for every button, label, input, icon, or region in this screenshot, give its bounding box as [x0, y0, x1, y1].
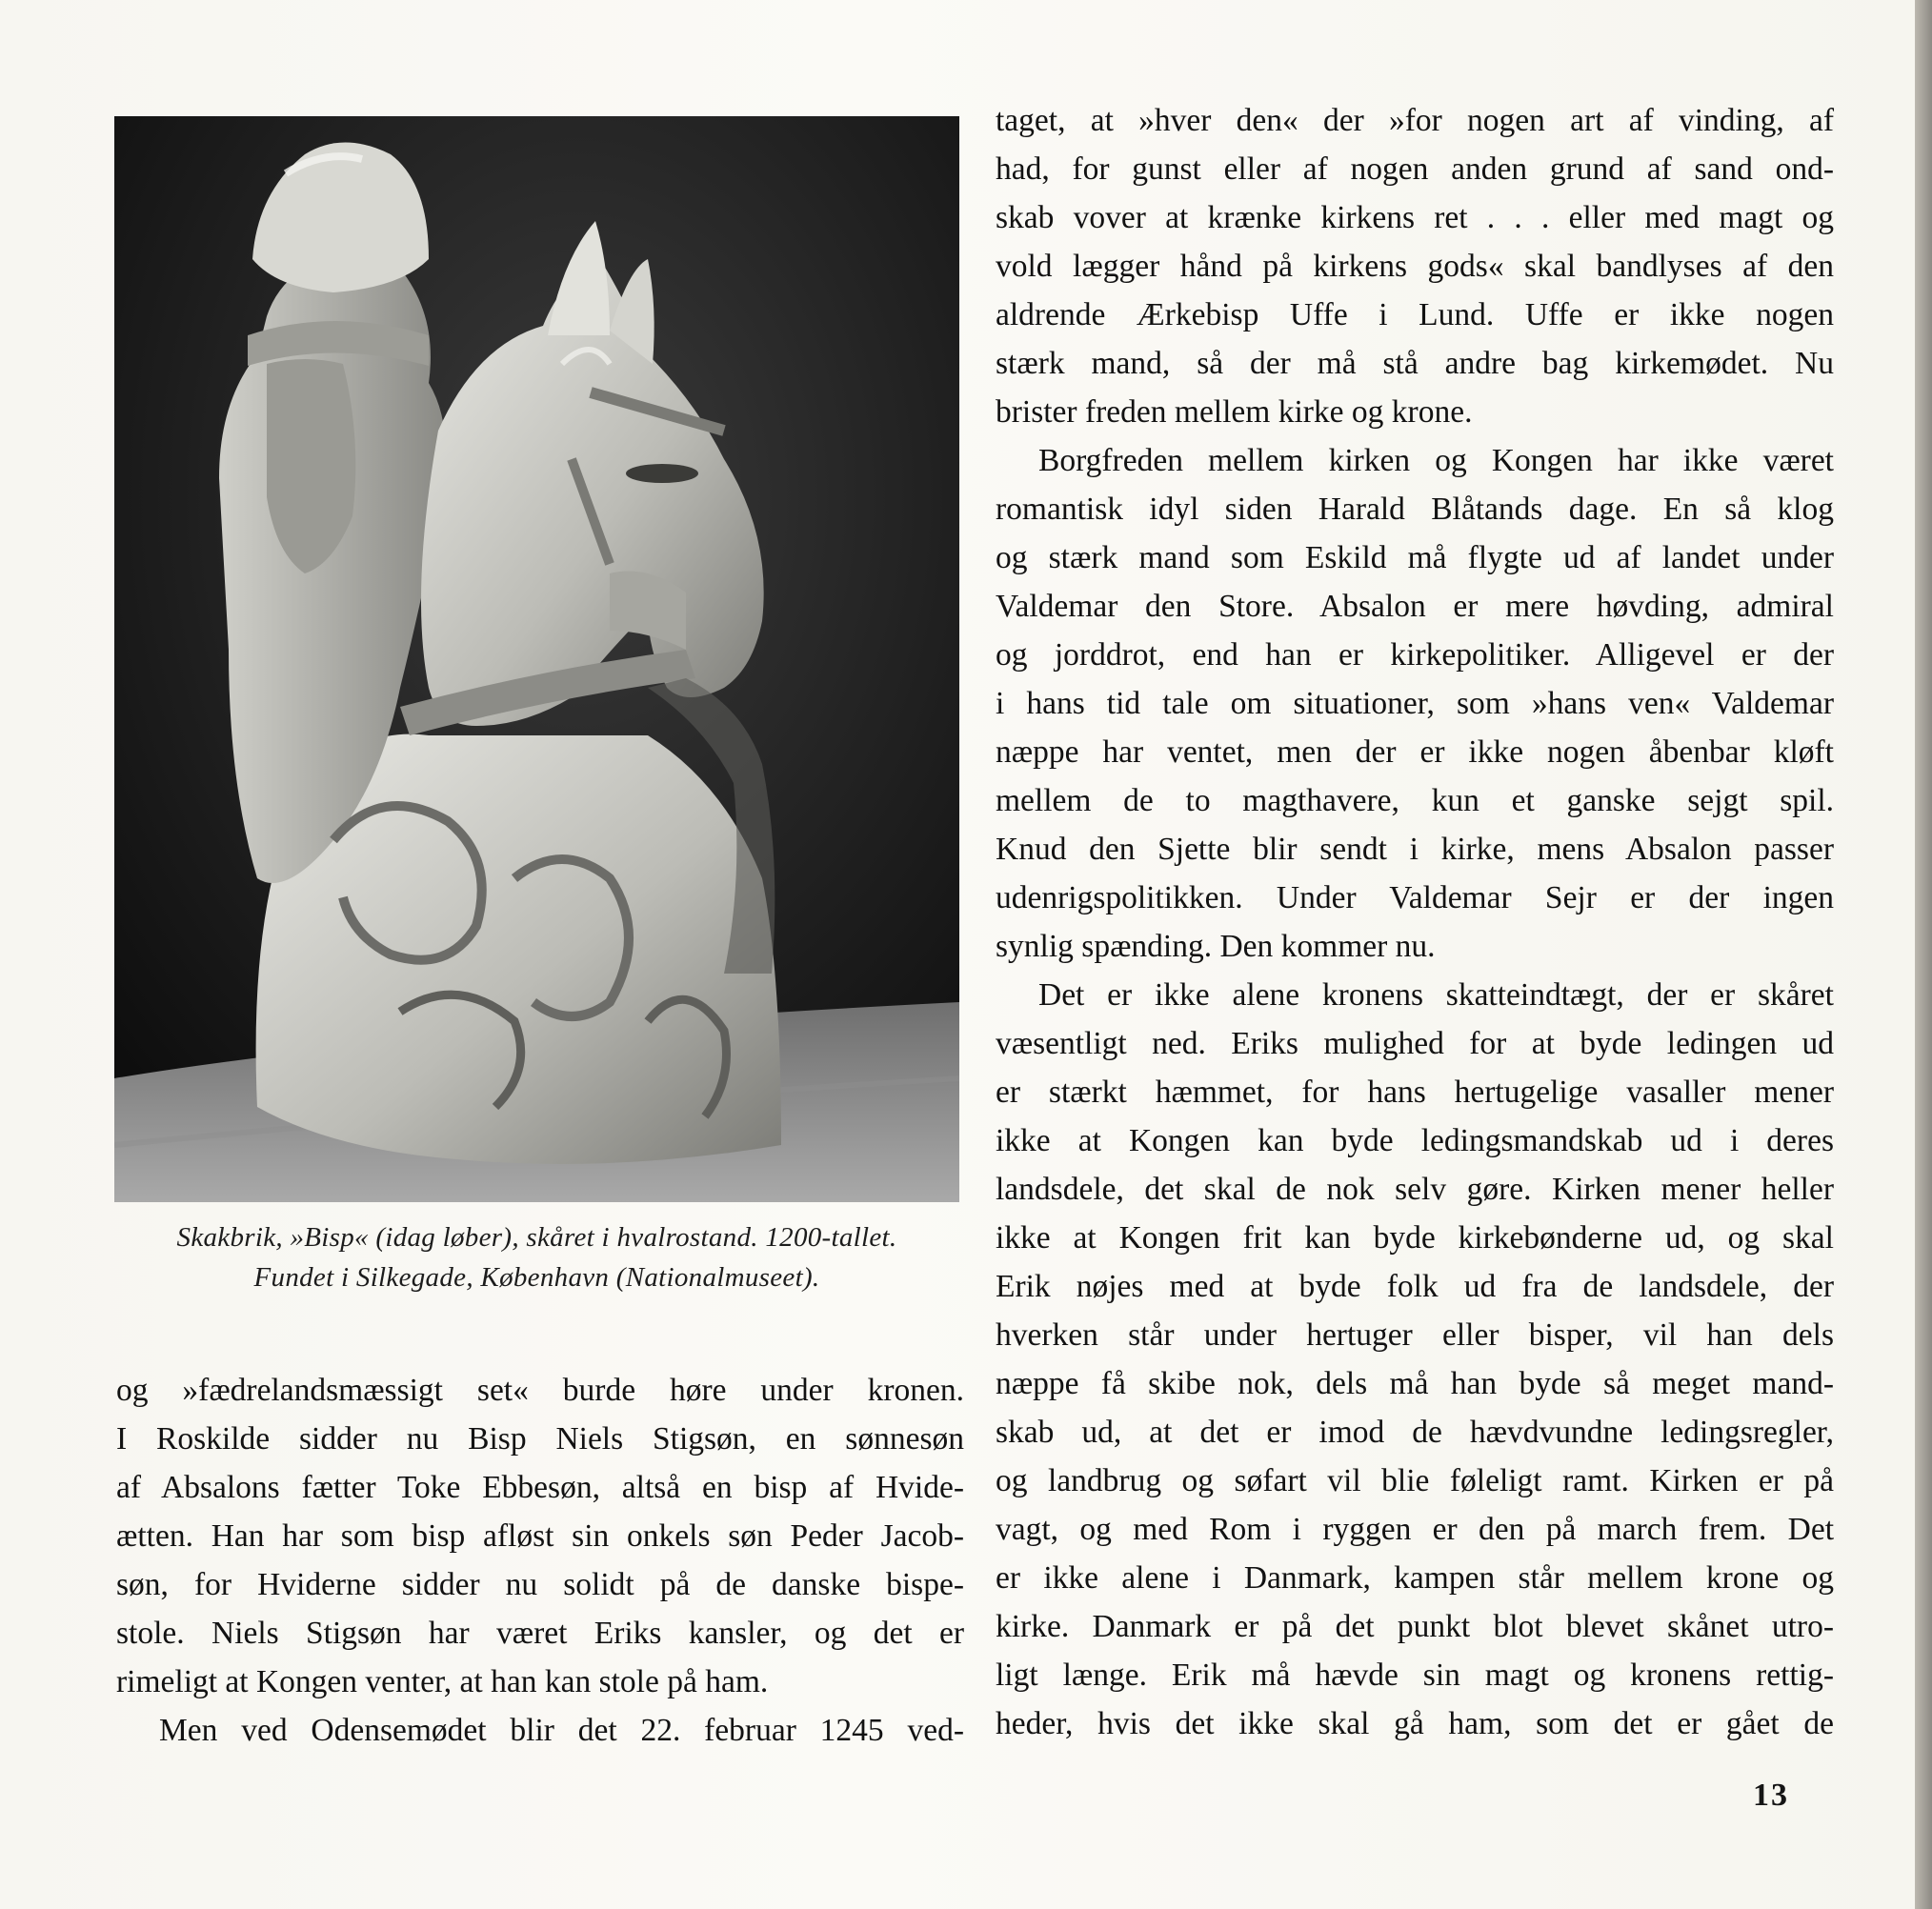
text-line: næppe få skibe nok, dels må han byde så meget mand-: [996, 1366, 1834, 1401]
text-line: ætten. Han har som bisp afløst sin onkels søn Peder Jacob-: [116, 1518, 964, 1554]
text-line: er stærkt hæmmet, for hans hertugelige vasaller mener: [996, 1075, 1834, 1110]
text-line: stole. Niels Stigsøn har været Eriks kansler, og det er: [116, 1616, 964, 1651]
right-text-column: [996, 96, 1834, 1748]
page-edge: [1915, 0, 1932, 1909]
text-line: Knud den Sjette blir sendt i kirke, mens Absalon passer: [996, 832, 1834, 867]
text-line: kirke. Danmark er på det punkt blot blevet skånet utro-: [996, 1609, 1834, 1644]
text-line: skab vover at krænke kirkens ret . . . eller med magt og: [996, 200, 1834, 235]
text-line: heder, hvis det ikke skal gå ham, som det er gået de: [996, 1706, 1834, 1741]
text-line: Borgfreden mellem kirken og Kongen har ikke været: [1038, 443, 1834, 478]
text-line: Det er ikke alene kronens skatteindtægt, der er skåret: [1038, 977, 1834, 1013]
text-line: og stærk mand som Eskild må flygte ud af landet under: [996, 540, 1834, 575]
text-line: rimeligt at Kongen venter, at han kan stole på ham.: [116, 1664, 769, 1699]
text-line: væsentligt ned. Eriks mulighed for at byde ledingen ud: [996, 1026, 1834, 1061]
text-line: synlig spænding. Den kommer nu.: [996, 929, 1436, 964]
text-line: og jorddrot, end han er kirkepolitiker. Alligevel er der: [996, 637, 1834, 673]
text-line: aldrende Ærkebisp Uffe i Lund. Uffe er ikke nogen: [996, 297, 1834, 332]
text-line: mellem de to magthavere, kun et ganske sejgt spil.: [996, 783, 1834, 818]
chess-piece-photograph: [114, 116, 959, 1202]
text-line: romantisk idyl siden Harald Blåtands dage. En så klog: [996, 492, 1834, 527]
text-line: af Absalons fætter Toke Ebbesøn, altså en bisp af Hvide-: [116, 1470, 964, 1505]
text-line: Valdemar den Store. Absalon er mere høvding, admiral: [996, 589, 1834, 624]
text-line: vagt, og med Rom i ryggen er den på march frem. Det: [996, 1512, 1834, 1547]
text-line: ligt længe. Erik må hævde sin magt og kronens rettig-: [996, 1658, 1834, 1693]
page-number: 13: [1753, 1778, 1789, 1813]
text-line: i hans tid tale om situationer, som »hans ven« Valdemar: [996, 686, 1834, 721]
text-line: landsdele, det skal de nok selv gøre. Kirken mener heller: [996, 1172, 1834, 1207]
text-line: skab ud, at det er imod de hævdvundne ledingsregler,: [996, 1415, 1834, 1450]
text-line: had, for gunst eller af nogen anden grund af sand ond-: [996, 151, 1834, 187]
text-line: vold lægger hånd på kirkens gods« skal bandlyses af den: [996, 249, 1834, 284]
photo-caption: [105, 1217, 969, 1297]
text-line: udenrigspolitikken. Under Valdemar Sejr er der ingen: [996, 880, 1834, 915]
text-line: er ikke alene i Danmark, kampen står mellem krone og: [996, 1560, 1834, 1596]
left-text-column: [116, 1366, 964, 1755]
text-line: taget, at »hver den« der »for nogen art af vinding, af: [996, 103, 1834, 138]
text-line: hverken står under hertuger eller bisper, vil han dels: [996, 1317, 1834, 1353]
text-line: ikke at Kongen frit kan byde kirkebønderne ud, og skal: [996, 1220, 1834, 1256]
text-line: I Roskilde sidder nu Bisp Niels Stigsøn, en sønnesøn: [116, 1421, 964, 1457]
text-line: næppe har ventet, men der er ikke nogen åbenbar kløft: [996, 734, 1834, 770]
text-line: Erik nøjes med at byde folk ud fra de landsdele, der: [996, 1269, 1834, 1304]
caption-line-2: Fundet i Silkegade, København (Nationalmuseet).: [253, 1262, 820, 1293]
text-line: Men ved Odensemødet blir det 22. februar 1245 ved-: [159, 1713, 964, 1748]
text-line: ikke at Kongen kan byde ledingsmandskab ud i deres: [996, 1123, 1834, 1158]
caption-line-1: Skakbrik, »Bisp« (idag løber), skåret i hvalrostand. 1200-tallet.: [176, 1222, 897, 1253]
text-line: søn, for Hviderne sidder nu solidt på de danske bispe-: [116, 1567, 964, 1602]
text-line: og landbrug og søfart vil blie føleligt ramt. Kirken er på: [996, 1463, 1834, 1498]
text-line: brister freden mellem kirke og krone.: [996, 394, 1473, 430]
text-line: stærk mand, så der må stå andre bag kirkemødet. Nu: [996, 346, 1834, 381]
text-line: og »fædrelandsmæssigt set« burde høre under kronen.: [116, 1373, 964, 1408]
